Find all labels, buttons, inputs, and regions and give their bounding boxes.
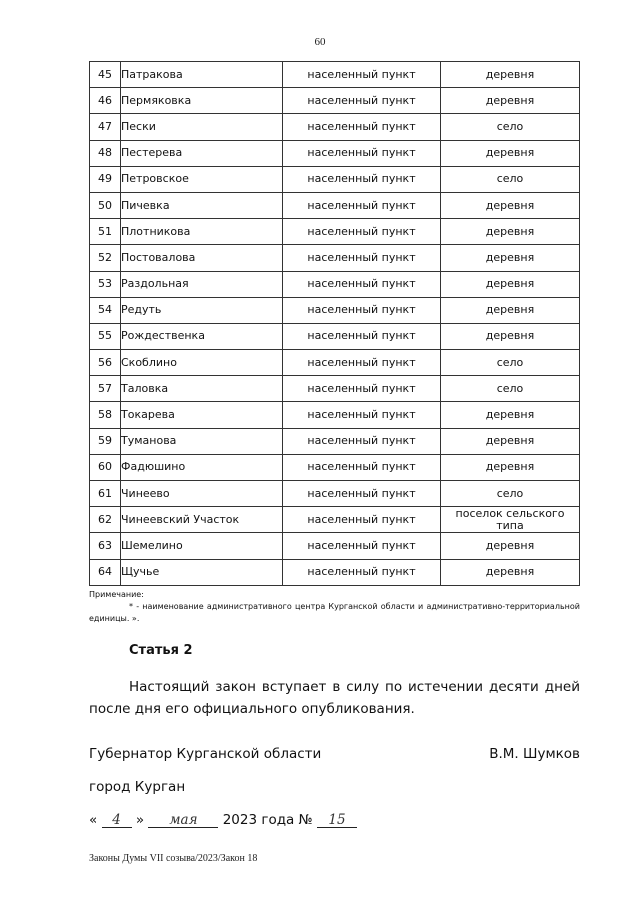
table-row — [90, 559, 580, 585]
row-number: 57 — [90, 376, 121, 402]
settlement-type: деревня — [441, 454, 580, 480]
governor-name: В.М. Шумков — [489, 746, 580, 762]
settlement-name: Пески — [121, 114, 283, 140]
table-row — [90, 62, 580, 88]
settlement-type: село — [441, 481, 580, 507]
settlement-name: Туманова — [121, 428, 283, 454]
table-row — [90, 507, 580, 533]
table-row — [90, 376, 580, 402]
settlement-category: населенный пункт — [283, 402, 441, 428]
settlement-category: населенный пункт — [283, 88, 441, 114]
table-row — [90, 350, 580, 376]
settlement-name: Щучье — [121, 559, 283, 585]
table-row — [90, 166, 580, 192]
date-day: 4 — [102, 813, 132, 828]
note-label: Примечание: — [89, 590, 144, 599]
row-number: 46 — [90, 88, 121, 114]
footer-text: Законы Думы VII созыва/2023/Закон 18 — [89, 853, 258, 864]
settlement-type: деревня — [441, 271, 580, 297]
row-number: 48 — [90, 140, 121, 166]
settlement-category: населенный пункт — [283, 192, 441, 218]
row-number: 63 — [90, 533, 121, 559]
settlements-table-body — [90, 62, 580, 586]
settlement-category: населенный пункт — [283, 297, 441, 323]
row-number: 50 — [90, 192, 121, 218]
table-row — [90, 245, 580, 271]
settlement-type: деревня — [441, 323, 580, 349]
table-row — [90, 533, 580, 559]
row-number: 55 — [90, 323, 121, 349]
settlement-name: Пичевка — [121, 192, 283, 218]
date-year-text: 2023 года № — [222, 812, 313, 828]
table-row — [90, 323, 580, 349]
table-row — [90, 140, 580, 166]
table-row — [90, 481, 580, 507]
settlement-type: деревня — [441, 88, 580, 114]
settlement-name: Чинеево — [121, 481, 283, 507]
governor-title: Губернатор Курганской области — [89, 746, 322, 762]
settlement-name: Раздольная — [121, 271, 283, 297]
settlement-name: Чинеевский Участок — [121, 507, 283, 533]
settlement-category: населенный пункт — [283, 166, 441, 192]
settlement-category: населенный пункт — [283, 376, 441, 402]
date-month: мая — [148, 813, 218, 828]
settlement-type: село — [441, 114, 580, 140]
page-number: 60 — [314, 36, 326, 48]
row-number: 49 — [90, 166, 121, 192]
settlement-category: населенный пункт — [283, 114, 441, 140]
law-number: 15 — [317, 813, 357, 828]
row-number: 64 — [90, 559, 121, 585]
settlement-type: село — [441, 350, 580, 376]
settlement-category: населенный пункт — [283, 140, 441, 166]
settlement-category: населенный пункт — [283, 481, 441, 507]
settlement-category: населенный пункт — [283, 533, 441, 559]
settlement-name: Плотникова — [121, 219, 283, 245]
settlement-category: населенный пункт — [283, 350, 441, 376]
settlements-table — [89, 61, 580, 586]
settlement-type: село — [441, 376, 580, 402]
settlement-type: деревня — [441, 533, 580, 559]
settlement-name: Постовалова — [121, 245, 283, 271]
note — [89, 589, 580, 625]
settlement-type: деревня — [441, 402, 580, 428]
row-number: 60 — [90, 454, 121, 480]
settlement-type: поселок сельского типа — [441, 507, 580, 533]
table-row — [90, 114, 580, 140]
settlement-category: населенный пункт — [283, 559, 441, 585]
settlement-type: деревня — [441, 219, 580, 245]
settlement-name: Фадюшино — [121, 454, 283, 480]
table-row — [90, 428, 580, 454]
settlement-type: деревня — [441, 428, 580, 454]
row-number: 52 — [90, 245, 121, 271]
table-row — [90, 297, 580, 323]
row-number: 45 — [90, 62, 121, 88]
settlement-type: деревня — [441, 297, 580, 323]
settlement-name: Шемелино — [121, 533, 283, 559]
settlement-category: населенный пункт — [283, 62, 441, 88]
date-line — [89, 812, 357, 828]
settlement-name: Таловка — [121, 376, 283, 402]
settlement-name: Токарева — [121, 402, 283, 428]
row-number: 53 — [90, 271, 121, 297]
table-row — [90, 402, 580, 428]
settlement-type: деревня — [441, 62, 580, 88]
date-open-quote: « — [89, 812, 98, 828]
note-text: * - наименование административного центра Курганской области и административно-территориальной единицы. ». — [89, 602, 580, 623]
settlement-category: населенный пункт — [283, 245, 441, 271]
article-text: Настоящий закон вступает в силу по истечении десяти дней после дня его официального опубликования. — [89, 679, 580, 717]
row-number: 47 — [90, 114, 121, 140]
table-row — [90, 271, 580, 297]
settlement-type: деревня — [441, 192, 580, 218]
table-row — [90, 88, 580, 114]
table-row — [90, 219, 580, 245]
settlement-type: деревня — [441, 245, 580, 271]
row-number: 58 — [90, 402, 121, 428]
settlement-category: населенный пункт — [283, 219, 441, 245]
settlement-category: населенный пункт — [283, 271, 441, 297]
settlement-name: Редуть — [121, 297, 283, 323]
row-number: 56 — [90, 350, 121, 376]
city-label: город Курган — [89, 779, 186, 795]
row-number: 62 — [90, 507, 121, 533]
table-row — [90, 454, 580, 480]
settlement-type: деревня — [441, 559, 580, 585]
row-number: 59 — [90, 428, 121, 454]
settlement-name: Пестерева — [121, 140, 283, 166]
date-close-quote: » — [135, 812, 145, 828]
settlement-name: Петровское — [121, 166, 283, 192]
settlement-type: деревня — [441, 140, 580, 166]
settlement-name: Пермяковка — [121, 88, 283, 114]
settlement-category: населенный пункт — [283, 454, 441, 480]
settlement-name: Рождественка — [121, 323, 283, 349]
settlement-category: населенный пункт — [283, 507, 441, 533]
row-number: 51 — [90, 219, 121, 245]
settlement-category: населенный пункт — [283, 323, 441, 349]
settlement-name: Скоблино — [121, 350, 283, 376]
settlement-category: населенный пункт — [283, 428, 441, 454]
row-number: 54 — [90, 297, 121, 323]
settlement-type: село — [441, 166, 580, 192]
row-number: 61 — [90, 481, 121, 507]
settlement-name: Патракова — [121, 62, 283, 88]
article-title: Статья 2 — [129, 643, 193, 658]
table-row — [90, 192, 580, 218]
